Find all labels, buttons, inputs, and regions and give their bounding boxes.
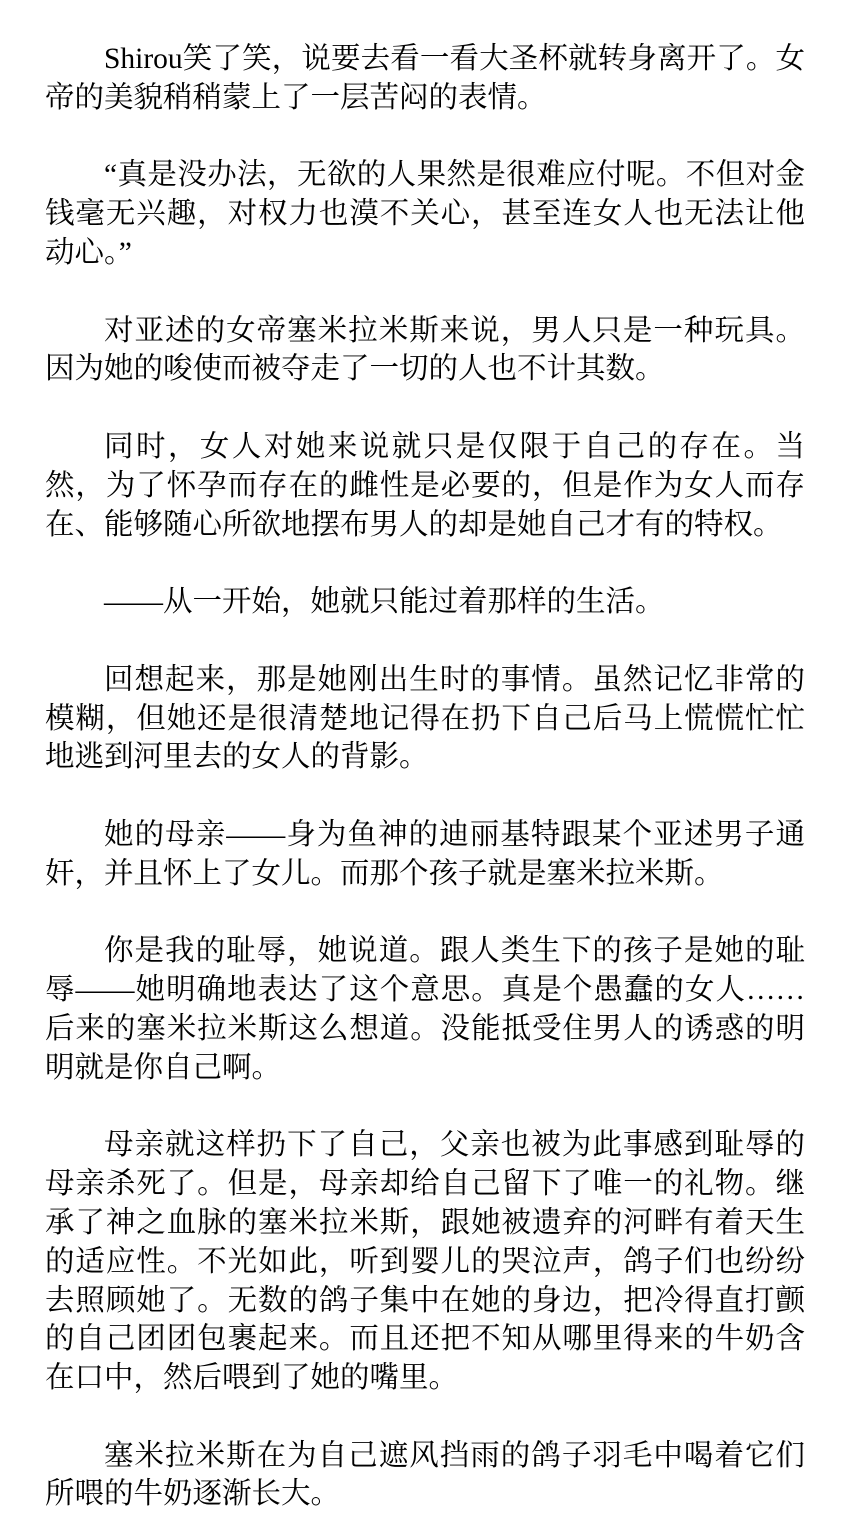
paragraph: “真是没办法，无欲的人果然是很难应付呢。不但对金钱毫无兴趣，对权力也漠不关心，甚至连女人也无法让他动心。” <box>45 159 805 269</box>
paragraph: ——从一开始，她就只能过着那样的生活。 <box>104 586 665 619</box>
paragraph: 同时，女人对她来说就只是仅限于自己的存在。当然，为了怀孕而存在的雌性是必要的，但是作为女人而存在、能够随心所欲地摆布男人的却是她自己才有的特权。 <box>45 430 805 541</box>
paragraph: Shirou笑了笑，说要去看一看大圣杯就转身离开了。女帝的美貌稍稍蒙上了一层苦闷的表情。 <box>45 43 805 114</box>
paragraph: 母亲就这样扔下了自己，父亲也被为此事感到耻辱的母亲杀死了。但是，母亲却给自己留下了唯一的礼物。继承了神之血脉的塞米拉米斯，跟她被遗弃的河畔有着天生的适应性。不光如此，听到婴儿的哭泣声，鸽子们也纷纷去照顾她了。无数的鸽子集中在她的身边，把冷得直打颤的自己团团包裹起来。而且还把不知从哪里得来的牛奶含在口中，然后喂到了她的嘴里。 <box>45 1129 805 1395</box>
paragraph: 塞米拉米斯在为自己遮风挡雨的鸽子羽毛中喝着它们所喂的牛奶逐渐长大。 <box>45 1439 805 1511</box>
paragraph: 你是我的耻辱，她说道。跟人类生下的孩子是她的耻辱——她明确地表达了这个意思。真是个愚蠢的女人……后来的塞米拉米斯这么想道。没能抵受住男人的诱惑的明明就是你自己啊。 <box>45 935 805 1084</box>
paragraph: 回想起来，那是她刚出生时的事情。虽然记忆非常的模糊，但她还是很清楚地记得在扔下自己后马上慌慌忙忙地逃到河里去的女人的背影。 <box>45 663 805 774</box>
paragraph: 对亚述的女帝塞米拉米斯来说，男人只是一种玩具。因为她的唆使而被夺走了一切的人也不计其数。 <box>45 314 805 386</box>
paragraph: 她的母亲——身为鱼神的迪丽基特跟某个亚述男子通奸，并且怀上了女儿。而那个孩子就是塞米拉米斯。 <box>45 818 805 890</box>
